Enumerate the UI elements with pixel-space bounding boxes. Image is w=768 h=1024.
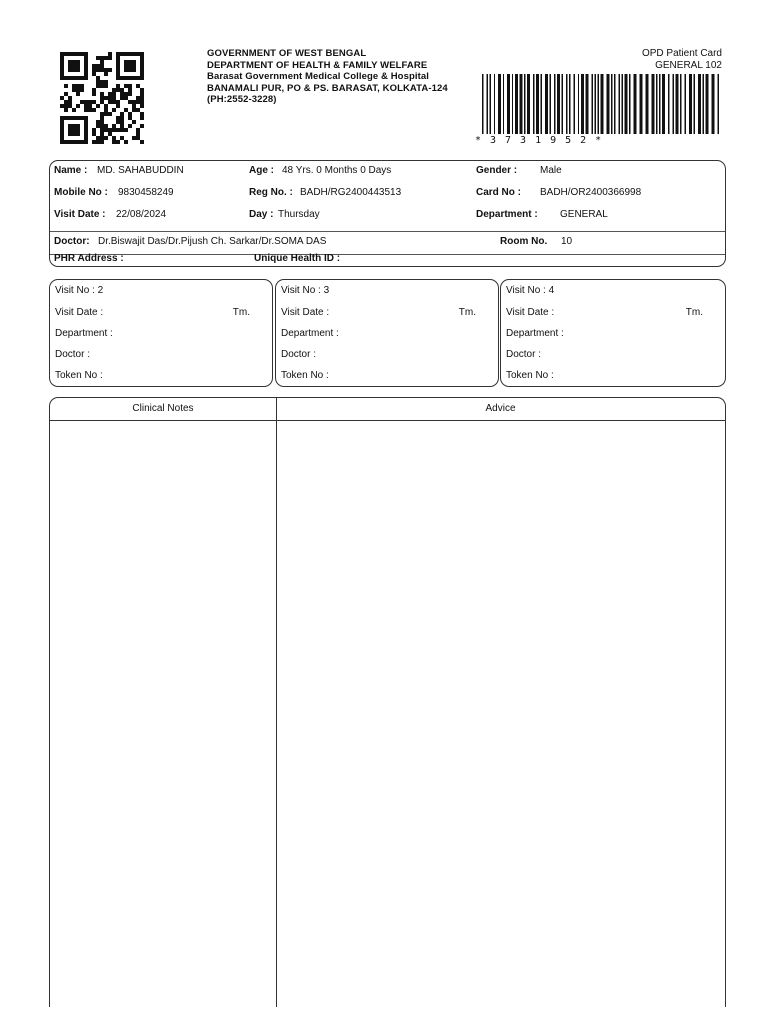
visit-no: Visit No : 4 bbox=[506, 285, 555, 296]
visit-box bbox=[275, 279, 499, 387]
department-label: Department : bbox=[476, 209, 538, 220]
visit-department: Department : bbox=[281, 328, 339, 339]
patient-doctor: Dr.Biswajit Das/Dr.Pijush Ch. Sarkar/Dr.SOMA DAS bbox=[98, 236, 327, 247]
card-label: Card No : bbox=[476, 187, 521, 198]
patient-room: 10 bbox=[561, 236, 573, 247]
visit-token: Token No : bbox=[506, 370, 554, 381]
patient-visit-date: 22/08/2024 bbox=[116, 209, 167, 220]
patient-reg: BADH/RG2400443513 bbox=[300, 187, 402, 198]
card-type bbox=[642, 48, 722, 72]
barcode-number: *3731952* bbox=[475, 135, 611, 146]
patient-info bbox=[49, 160, 726, 267]
header-line: DEPARTMENT OF HEALTH & FAMILY WELFARE bbox=[207, 59, 428, 71]
visit-date: Visit Date : bbox=[55, 307, 104, 318]
patient-department: GENERAL bbox=[560, 209, 608, 220]
doctor-label: Doctor: bbox=[54, 236, 90, 247]
visit-department: Department : bbox=[55, 328, 113, 339]
visit-time: Tm. bbox=[232, 307, 250, 318]
visit-department: Department : bbox=[506, 328, 564, 339]
visit-token: Token No : bbox=[55, 370, 103, 381]
visit-date-label: Visit Date : bbox=[54, 209, 106, 220]
age-label: Age : bbox=[249, 165, 274, 176]
header-line: GOVERNMENT OF WEST BENGAL bbox=[207, 48, 367, 59]
barcode-icon bbox=[482, 74, 722, 134]
visit-time: Tm. bbox=[458, 307, 476, 318]
visit-date: Visit Date : bbox=[281, 307, 330, 318]
qr-code-icon bbox=[60, 52, 144, 144]
visit-time: Tm. bbox=[685, 307, 703, 318]
patient-day: Thursday bbox=[278, 209, 320, 220]
visit-box bbox=[500, 279, 726, 387]
visit-doctor: Doctor : bbox=[506, 349, 542, 360]
visit-date: Visit Date : bbox=[506, 307, 555, 318]
notes-section bbox=[49, 397, 726, 1007]
phr-label: PHR Address : bbox=[54, 253, 124, 264]
header-line: BANAMALI PUR, PO & PS. BARASAT, KOLKATA-124 bbox=[207, 82, 448, 94]
header-divider bbox=[50, 420, 725, 421]
visit-no: Visit No : 2 bbox=[55, 285, 104, 296]
column-divider bbox=[276, 398, 277, 1007]
visit-token: Token No : bbox=[281, 370, 329, 381]
card-type-sub: GENERAL 102 bbox=[655, 60, 722, 71]
room-label: Room No. bbox=[500, 236, 548, 247]
reg-label: Reg No. : bbox=[249, 187, 293, 198]
patient-mobile: 9830458249 bbox=[118, 187, 174, 198]
hospital-header bbox=[207, 48, 448, 106]
patient-age: 48 Yrs. 0 Months 0 Days bbox=[282, 165, 392, 176]
visit-no: Visit No : 3 bbox=[281, 285, 330, 296]
name-label: Name : bbox=[54, 165, 88, 176]
doctor-row bbox=[50, 231, 725, 255]
patient-name: MD. SAHABUDDIN bbox=[97, 165, 184, 176]
visit-box bbox=[49, 279, 273, 387]
header-line: Barasat Government Medical College & Hospital bbox=[207, 71, 430, 82]
advice-title: Advice bbox=[485, 403, 516, 414]
patient-gender: Male bbox=[540, 165, 562, 176]
patient-card: BADH/OR2400366998 bbox=[540, 187, 642, 198]
gender-label: Gender : bbox=[476, 165, 518, 176]
card-type-title: OPD Patient Card bbox=[641, 48, 722, 59]
uhid-label: Unique Health ID : bbox=[254, 253, 341, 264]
header-line: (PH:2552-3228) bbox=[207, 94, 277, 105]
mobile-label: Mobile No : bbox=[54, 187, 108, 198]
day-label: Day : bbox=[249, 209, 274, 220]
visit-doctor: Doctor : bbox=[281, 349, 317, 360]
clinical-notes-title: Clinical Notes bbox=[132, 403, 194, 414]
visit-doctor: Doctor : bbox=[55, 349, 91, 360]
